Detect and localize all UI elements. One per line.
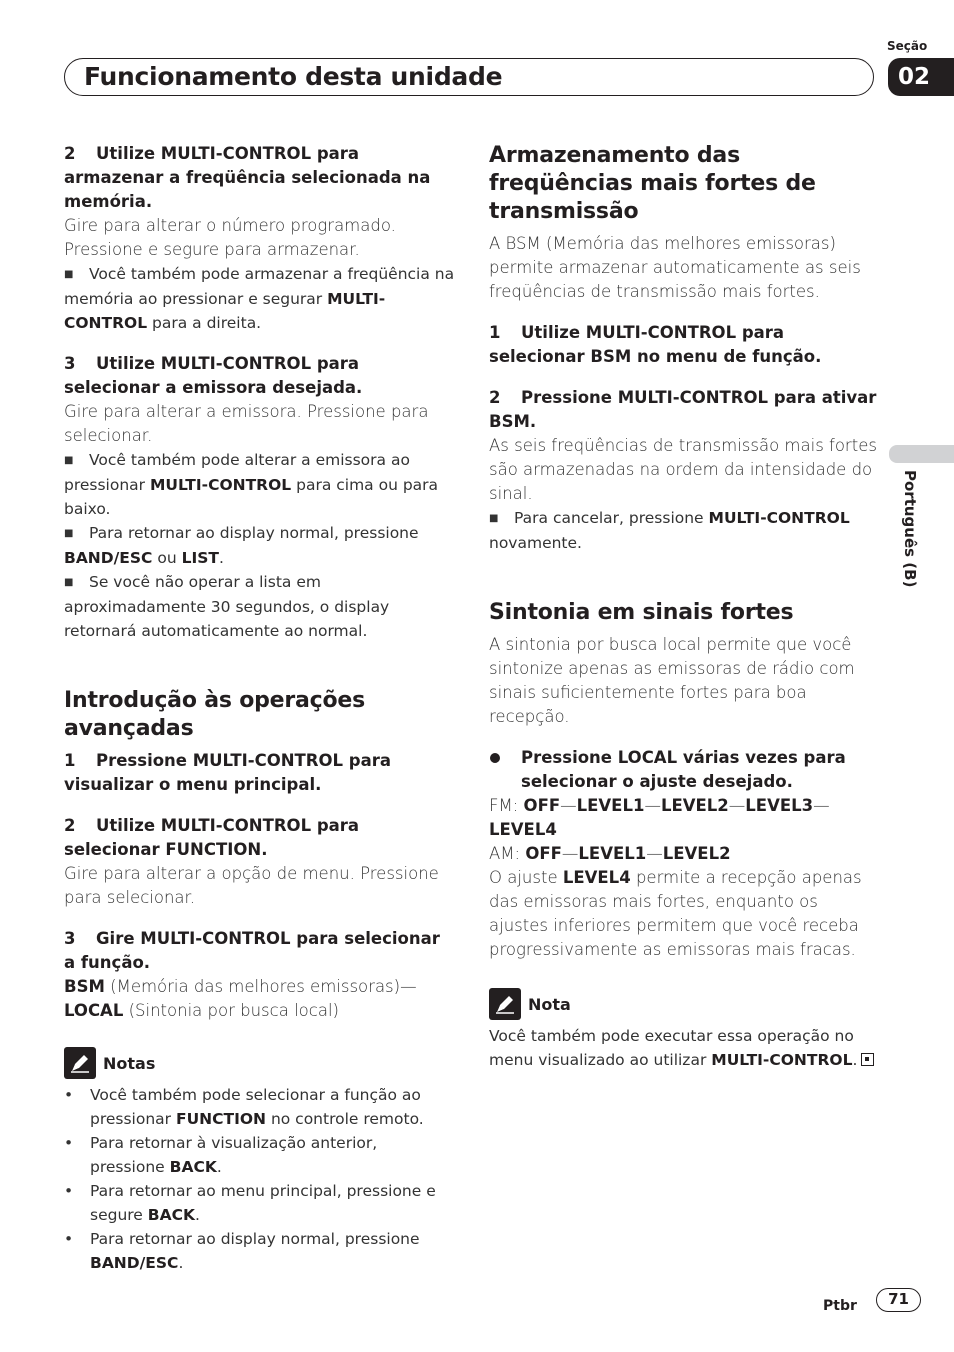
local-intro: A sintonia por busca local permite que você sintonize apenas as emissoras de rádio com sinais suficientemente fortes para boa recepção.	[489, 635, 855, 726]
square-bullet-icon: ■	[64, 455, 74, 466]
step-3-title: 3 Utilize MULTI-CONTROL para selecionar a emissora desejada.	[64, 354, 363, 397]
step-3-note-3: ■ Se você não operar a lista em aproximadamente 30 segundos, o display retornará automaticamente ao normal.	[64, 573, 390, 640]
note-text: Você também pode executar essa operação no menu visualizado ao utilizar MULTI-CONTROL.	[489, 1024, 881, 1072]
end-of-section-icon	[861, 1053, 874, 1066]
bsm-step-1: 1 Utilize MULTI-CONTROL para selecionar BSM no menu de função.	[489, 323, 822, 366]
right-column	[489, 142, 881, 1072]
square-bullet-icon: ■	[489, 513, 499, 524]
step-2-body: Gire para alterar o número programado. Pressione e segure para armazenar.	[64, 216, 396, 259]
step-3-note-1: ■ Você também pode alterar a emissora ao pressionar MULTI-CONTROL para cima ou para baixo.	[64, 451, 439, 518]
note-pencil-icon	[489, 988, 521, 1020]
footer-language: Ptbr	[823, 1298, 857, 1314]
intro-step-3: 3 Gire MULTI-CONTROL para selecionar a função.	[64, 929, 440, 972]
step-3-note-2: ■ Para retornar ao display normal, pressione BAND/ESC ou LIST.	[64, 524, 419, 567]
step-2-note: ■ Você também pode armazenar a freqüência na memória ao pressionar e segurar MULTI-CONTROL para a direita.	[64, 265, 455, 332]
intro-step-2-body: Gire para alterar a opção de menu. Pressione para selecionar.	[64, 864, 439, 907]
local-level-description: O ajuste LEVEL4 permite a recepção apenas das emissoras mais fortes, enquanto os ajustes inferiores permitem que você receba progressivamente as emissoras mais fracas.	[489, 868, 862, 959]
square-bullet-icon: ■	[64, 269, 74, 280]
section-heading-bsm: Armazenamento das freqüências mais fortes de transmissão	[489, 143, 816, 224]
square-bullet-icon: ■	[64, 577, 74, 588]
intro-step-1: 1 Pressione MULTI-CONTROL para visualizar o menu principal.	[64, 751, 391, 794]
note-header: Nota	[489, 988, 881, 1020]
language-tab	[889, 445, 954, 463]
section-heading-intro: Introdução às operações avançadas	[64, 688, 366, 741]
note-pencil-icon	[64, 1047, 96, 1079]
page-number: 71	[876, 1288, 921, 1312]
bsm-step-2: 2 Pressione MULTI-CONTROL para ativar BSM.	[489, 388, 877, 431]
page-title: Funcionamento desta unidade	[84, 62, 503, 91]
bsm-step-2-note: ■ Para cancelar, pressione MULTI-CONTROL novamente.	[489, 509, 850, 552]
list-item: • Para retornar ao menu principal, pressione e segure BACK.	[64, 1179, 456, 1227]
am-levels: AM: OFF—LEVEL1—LEVEL2	[489, 844, 731, 863]
square-bullet-icon: ■	[64, 528, 74, 539]
step-3-body: Gire para alterar a emissora. Pressione para selecionar.	[64, 402, 429, 445]
notes-header: Notas	[64, 1047, 456, 1079]
bsm-intro: A BSM (Memória das melhores emissoras) permite armazenar automaticamente as seis freqüências de transmissão mais fortes.	[489, 234, 861, 301]
list-item: • Para retornar à visualização anterior, pressione BACK.	[64, 1131, 456, 1179]
intro-step-3-options: BSM (Memória das melhores emissoras)— LOCAL (Sintonia por busca local)	[64, 977, 417, 1020]
notes-list	[64, 1083, 456, 1275]
section-heading-local: Sintonia em sinais fortes	[489, 600, 794, 625]
section-number-badge: 02	[888, 58, 954, 96]
bsm-step-2-body: As seis freqüências de transmissão mais fortes são armazenadas na ordem da intensidade do sinal.	[489, 436, 877, 503]
language-label: Português (B)	[901, 470, 919, 588]
local-step: Pressione LOCAL várias vezes para selecionar o ajuste desejado.	[489, 746, 881, 794]
step-2-title: 2 Utilize MULTI-CONTROL para armazenar a freqüência selecionada na memória.	[64, 144, 431, 211]
fm-levels: FM: OFF—LEVEL1—LEVEL2—LEVEL3— LEVEL4	[489, 796, 830, 839]
list-item: • Você também pode selecionar a função ao pressionar FUNCTION no controle remoto.	[64, 1083, 456, 1131]
left-column	[64, 142, 456, 1275]
intro-step-2: 2 Utilize MULTI-CONTROL para selecionar FUNCTION.	[64, 816, 360, 859]
section-label: Seção	[887, 39, 928, 53]
list-item: • Para retornar ao display normal, pressione BAND/ESC.	[64, 1227, 456, 1275]
